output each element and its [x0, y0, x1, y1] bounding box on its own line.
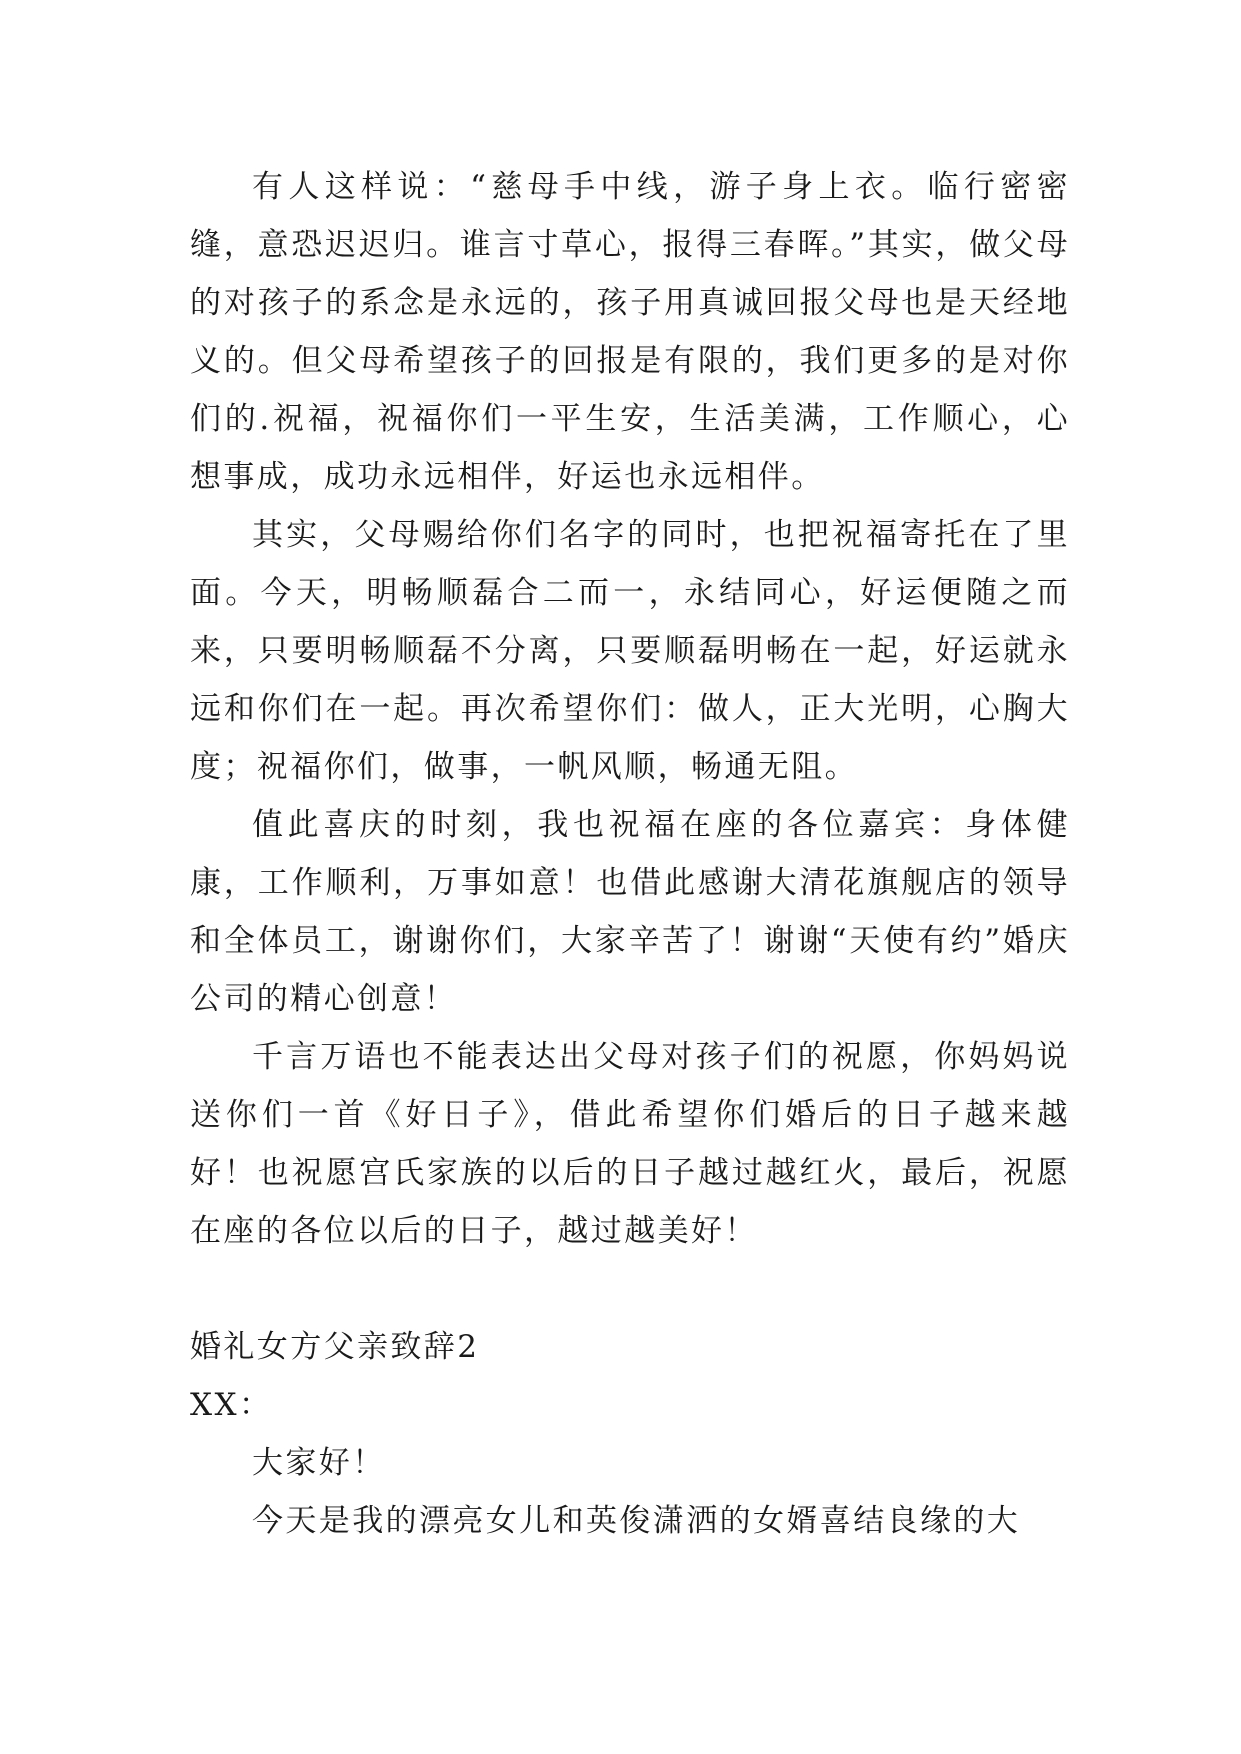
paragraph-4: 千言万语也不能表达出父母对孩子们的祝愿，你妈妈说送你们一首《好日子》，借此希望你们婚后的日子越来越好！也祝愿宫氏家族的以后的日子越过越红火，最后，祝愿在座的各位以后的日子，越过越美好！ [190, 1039, 1070, 1249]
salutation: XX： [190, 1387, 273, 1423]
paragraph-1: 有人这样说：“慈母手中线，游子身上衣。临行密密缝，意恐迟迟归。谁言寸草心，报得三春晖。”其实，做父母的对孩子的系念是永远的，孩子用真诚回报父母也是天经地义的。但父母希望孩子的回报是有限的，我们更多的是对你们的.祝福，祝福你们一平生安，生活美满，工作顺心，心想事成，成功永远相伴，好运也永远相伴。 [190, 169, 1070, 495]
section-title: 婚礼女方父亲致辞2 [190, 1329, 480, 1365]
paragraph-2: 其实，父母赐给你们名字的同时，也把祝福寄托在了里面。今天，明畅顺磊合二而一，永结同心，好运便随之而来，只要明畅顺磊不分离，只要顺磊明畅在一起，好运就永远和你们在一起。再次希望你们：做人，正大光明，心胸大度；祝福你们，做事，一帆风顺，畅通无阻。 [190, 517, 1070, 785]
paragraph-5: 今天是我的漂亮女儿和英俊潇洒的女婿喜结良缘的大 [252, 1503, 1021, 1539]
greeting: 大家好！ [252, 1445, 386, 1481]
section-2 [190, 1318, 1070, 1550]
paragraph-3: 值此喜庆的时刻，我也祝福在座的各位嘉宾：身体健康，工作顺利，万事如意！也借此感谢大清花旗舰店的领导和全体员工，谢谢你们，大家辛苦了！谢谢“天使有约”婚庆公司的精心创意！ [190, 807, 1070, 1017]
document-body [190, 158, 1070, 1550]
